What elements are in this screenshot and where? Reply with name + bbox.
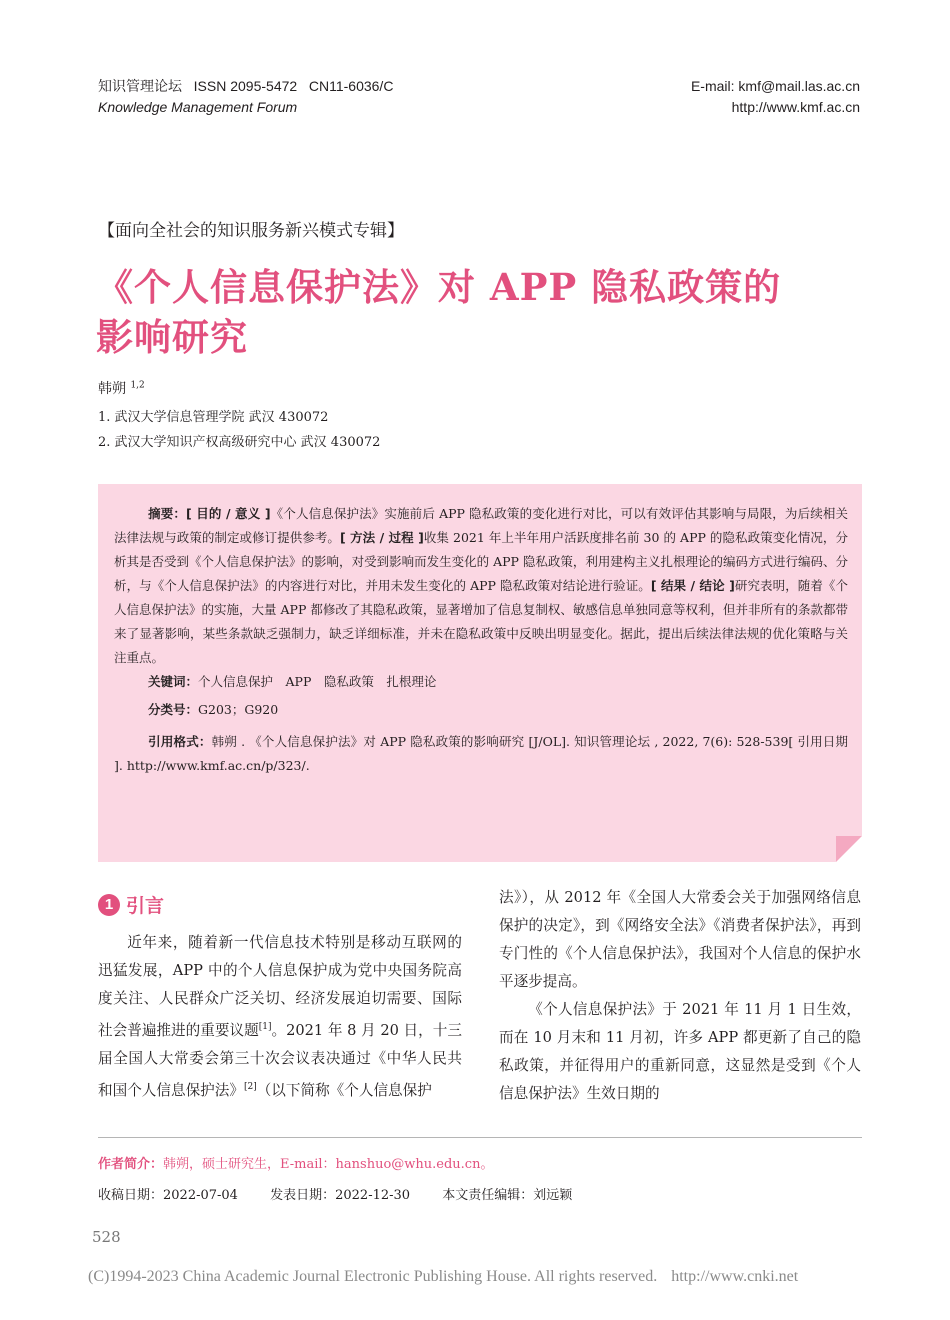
journal-email: E-mail: kmf@mail.las.ac.cn [690,78,860,94]
cnki-link[interactable]: http://www.cnki.net [671,1268,799,1285]
journal-issn: ISSN 2095-5472 [193,78,298,94]
copyright-text: (C)1994-2023 China Academic Journal Electronic Publishing House. All rights reserved. [88,1268,658,1285]
journal-name-en: Knowledge Management Forum [98,99,298,115]
keywords-line [148,670,848,694]
column-label: 【面向全社会的知识服务新兴模式专辑】 [98,221,404,241]
page-number: 528 [92,1228,121,1246]
paragraph-text: 近年来，随着新一代信息技术特别是移动互联网的迅猛发展，APP 中的个人信息保护成为党中央国务院高度关注、人民群众广泛关切、经济发展迫切需要、国际社会普遍推进的重要议题 [98,934,462,1039]
article-title [96,262,876,362]
title-line-2: 影响研究 [96,315,248,359]
purpose-label: [ 目的 / 意义 ] [186,506,271,521]
citation-text: 韩朔 . 《个人信息保护法》对 APP 隐私政策的影响研究 [J/OL]. 知识管理论坛 , 2022, 7(6): 528-539[ 引用日期 ]. http://www.kmf.ac.cn/p/323/. [114,734,848,773]
method-text: 收集 2021 年上半年用户活跃度排名前 30 的 APP 的隐私政策变化情况，分析其是否受到《个人信息保护法》的影响，对受到影响而发生变化的 APP 隐私政策，利用建构主义扎根理论的编码方式进行编码、分析，与《个人信息保护法》的内容进行对比，并用未发生变化的 APP 隐私政策对结论进行验证。 [114,530,848,593]
section-number-badge: 1 [98,894,120,916]
classification-label: 分类号： [148,702,199,717]
author-info [98,1153,493,1172]
journal-cn-number: CN11-6036/C [308,78,394,94]
abstract-text [114,502,848,670]
journal-header [98,76,393,118]
citation-label: 引用格式： [148,734,212,749]
title-line-1: 《个人信息保护法》对 APP 隐私政策的 [96,265,782,309]
result-label: [ 结果 / 结论 ] [650,578,735,593]
journal-url[interactable]: http://www.kmf.ac.cn [731,99,860,115]
abstract-body [114,502,848,778]
method-label: [ 方法 / 过程 ] [339,530,424,545]
abstract-label: 摘要： [148,506,187,521]
classification-line [148,698,848,722]
citation-block [114,730,848,778]
page-fold-corner [836,836,862,862]
paragraph-text: （以下简称《个人信息保护 [256,1081,432,1099]
article-dates [98,1184,600,1203]
copyright-line [88,1268,798,1286]
reference-1[interactable]: [1] [258,1022,272,1032]
result-text: 研究表明，随着《个人信息保护法》的实施，大量 APP 都修改了其隐私政策，显著增加了信息复制权、敏感信息单独同意等权利，但并非所有的条款都带来了显著影响，某些条款缺乏强制力，缺乏详细标准，并未在隐私政策中反映出明显变化。据此，提出后续法律法规的优化策略与关注重点。 [114,578,848,665]
purpose-text: 《个人信息保护法》实施前后 APP 隐私政策的变化进行对比，可以有效评估其影响与局限，为后续相关法律法规与政策的制定或修订提供参考。 [114,506,848,545]
author-info-label: 作者简介： [98,1157,164,1172]
keywords-label: 关键词： [148,674,199,689]
reference-2[interactable]: [2] [243,1081,257,1092]
section-heading [98,891,164,918]
paragraph [98,929,462,1105]
received-date: 收稿日期：2022-07-04 [98,1188,238,1203]
author-name: 韩朔 [98,381,126,397]
journal-name-cn: 知识管理论坛 [98,78,182,94]
affiliation-1: 1. 武汉大学信息管理学院 武汉 430072 [98,410,329,425]
paragraph: 《个人信息保护法》于 2021 年 11 月 1 日生效，而在 10 月末和 11 月初，许多 APP 都更新了自己的隐私政策，并征得用户的重新同意，这显然是受到《个人信息保护法》生效日期的 [499,1001,861,1102]
author-affiliation-marks: 1,2 [130,380,145,391]
left-column [98,929,462,1105]
classification-code: G203；G920 [198,702,279,717]
affiliation-2: 2. 武汉大学知识产权高级研究中心 武汉 430072 [98,435,381,450]
paragraph: 法》），从 2012 年《全国人大常委会关于加强网络信息保护的决定》，到《网络安全法》《消费者保护法》，再到专门性的《个人信息保护法》，我国对个人信息的保护水平逐步提高。 [499,889,861,990]
keywords: 个人信息保护 APP 隐私政策 扎根理论 [198,674,437,689]
responsible-editor: 本文责任编辑：刘远颖 [442,1188,573,1203]
footnote-divider [98,1137,862,1138]
published-date: 发表日期：2022-12-30 [270,1188,411,1203]
right-column [499,884,861,1108]
author [98,378,145,398]
abstract-box [98,484,862,862]
author-info-text: 韩朔，硕士研究生，E-mail：hanshuo@whu.edu.cn。 [163,1157,494,1172]
journal-contact [691,76,860,118]
section-title: 引言 [126,895,165,917]
paragraph-text: 。2021 年 8 月 20 日，十三届全国人大常委会第三十次会议表决通过《中华人民共和国个人信息保护法》 [98,1021,462,1099]
